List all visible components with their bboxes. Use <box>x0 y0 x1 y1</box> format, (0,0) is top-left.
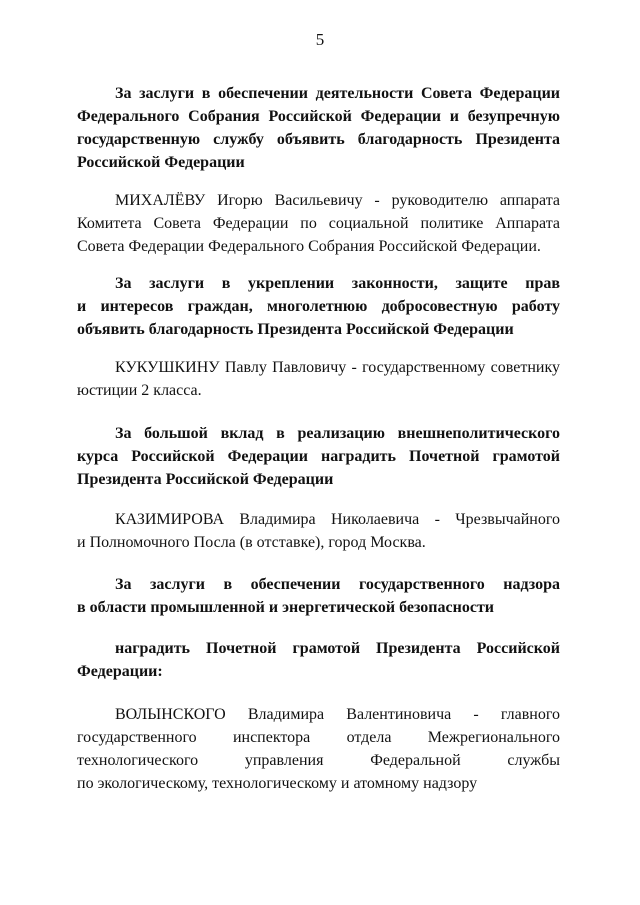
paragraph-award-supervision <box>77 573 560 619</box>
paragraph-line: Федерации: <box>77 663 163 680</box>
paragraph-line: За заслуги в обеспечении государственного надзора <box>115 576 560 593</box>
paragraph-line: ВОЛЫНСКОГО Владимира Валентиновича - главного <box>115 706 560 723</box>
paragraph-line: в области промышленной и энергетической безопасности <box>77 599 495 616</box>
paragraph-line: Российской Федерации <box>77 154 245 171</box>
paragraph-line: по экологическому, технологическому и атомному надзору <box>77 775 478 792</box>
page-number: 5 <box>315 30 325 49</box>
paragraph-line: За заслуги в обеспечении деятельности Совета Федерации <box>115 85 560 102</box>
paragraph-line: Совета Федерации Федерального Собрания Российской Федерации. <box>77 238 541 255</box>
paragraph-line: Президента Российской Федерации <box>77 471 334 488</box>
paragraph-mikhalev <box>77 189 560 258</box>
paragraph-line: государственную службу объявить благодарность Президента <box>77 131 560 148</box>
paragraph-line: юстиции 2 класса. <box>77 382 202 399</box>
paragraph-award-foreign-policy <box>77 422 560 491</box>
paragraph-line: и Полномочного Посла (в отставке), город Москва. <box>77 534 426 551</box>
paragraph-award-federation-council <box>77 82 560 174</box>
paragraph-line: технологического управления Федеральной службы <box>77 752 560 769</box>
paragraph-line: Комитета Совета Федерации по социальной политике Аппарата <box>77 215 560 232</box>
paragraph-kazimirov <box>77 508 560 554</box>
paragraph-line: государственного инспектора отдела Межрегионального <box>77 729 560 746</box>
paragraph-line: КУКУШКИНУ Павлу Павловичу - государственному советнику <box>115 359 560 376</box>
paragraph-line: Федерального Собрания Российской Федерации и безупречную <box>77 108 560 125</box>
paragraph-line: За большой вклад в реализацию внешнеполитического <box>115 425 560 442</box>
paragraph-line: КАЗИМИРОВА Владимира Николаевича - Чрезвычайного <box>115 511 560 528</box>
paragraph-line: За заслуги в укреплении законности, защите прав <box>115 275 560 292</box>
paragraph-kukushkin <box>77 356 560 402</box>
paragraph-line: МИХАЛЁВУ Игорю Васильевичу - руководителю аппарата <box>115 192 560 209</box>
paragraph-award-certificate <box>77 637 560 683</box>
paragraph-line: курса Российской Федерации наградить Почетной грамотой <box>77 448 560 465</box>
paragraph-volynsky <box>77 703 560 795</box>
paragraph-line: объявить благодарность Президента Российской Федерации <box>77 321 514 338</box>
paragraph-line: наградить Почетной грамотой Президента Российской <box>115 640 560 657</box>
paragraph-line: и интересов граждан, многолетнюю добросовестную работу <box>77 298 560 315</box>
paragraph-award-legality <box>77 272 560 341</box>
